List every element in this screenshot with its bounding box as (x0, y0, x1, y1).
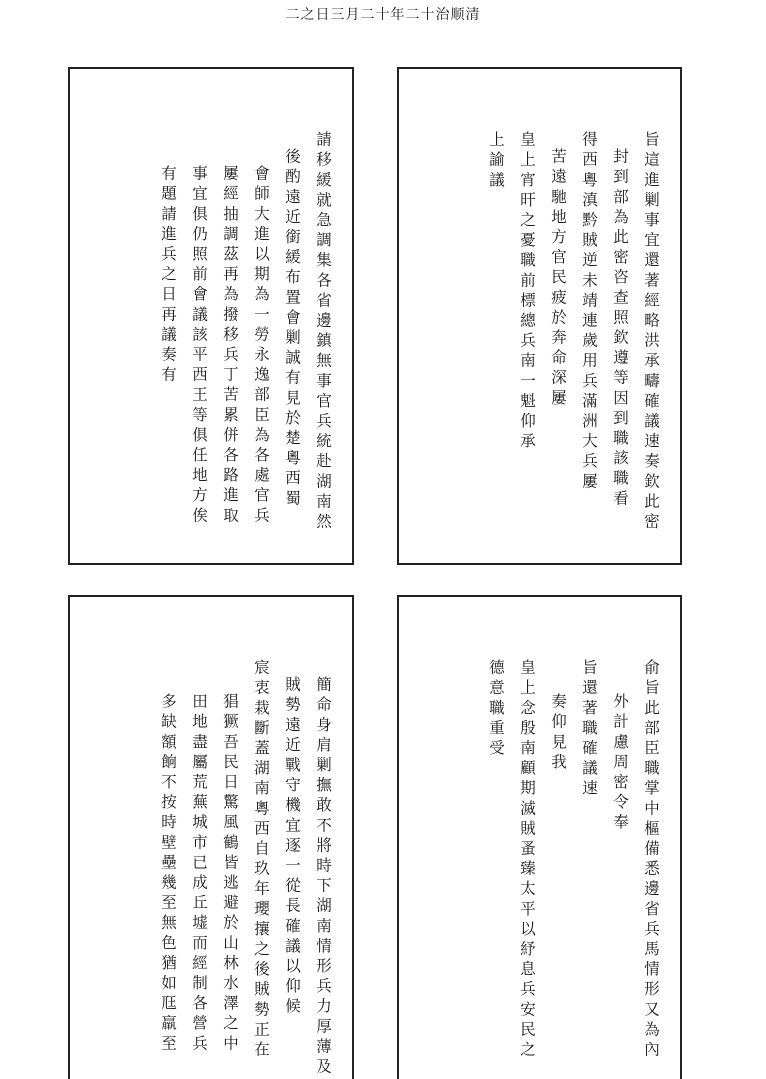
text-column: 奏仰見我 (549, 693, 567, 774)
document-panel-top-left (68, 67, 354, 565)
text-column: 猖獗吾民日驚風鶴皆逃避於山林水澤之中 (221, 693, 239, 1055)
text-column: 旨這進剿事宜還著經略洪承疇確議速奏欽此密 (642, 131, 660, 533)
text-column: 簡命身肩剿撫敢不將時下湖南情形兵力厚薄及 (314, 676, 332, 1078)
text-columns (80, 659, 338, 1078)
text-column: 後酌遠近銜緩布置會剿誠有見於楚粵西蜀 (283, 148, 301, 510)
text-column: 得西粵滇黔賊逆未靖連歲用兵滿洲大兵屢 (580, 131, 598, 493)
document-panel-bottom-right (397, 595, 682, 1079)
page-header: 二之日三月二十年二十治顺清 (285, 7, 481, 23)
text-column: 請移緩就急調集各省邊鎮無事官兵統赴湖南然 (314, 131, 332, 533)
document-panel-bottom-left (68, 595, 354, 1079)
text-column: 旨還著職確議速 (580, 659, 598, 800)
text-column: 事宜俱仍照前會議該平西王等俱任地方俟 (190, 165, 208, 527)
text-column: 外計慮周密令奉 (611, 693, 629, 834)
text-columns (80, 131, 338, 553)
text-columns (409, 131, 666, 553)
text-column: 屢經抽調茲再為撥移兵丁苦累併各路進取 (221, 165, 239, 527)
text-column: 有題請進兵之日再議奏有 (159, 165, 177, 387)
text-column: 封到部為此密咨查照欽遵等因到職該職看 (611, 148, 629, 510)
text-column: 田地盡屬荒蕪城市已成丘墟而經制各營兵 (190, 693, 208, 1055)
document-panel-top-right (397, 67, 682, 565)
text-column: 德意職重受 (487, 659, 505, 760)
text-column: 多缺額餉不按時壁壘幾至無色猶如尫羸至 (159, 693, 177, 1055)
text-column: 俞旨此部臣職掌中樞備悉邊省兵馬情形又為內 (642, 659, 660, 1061)
text-column: 上諭議 (487, 131, 505, 192)
text-column: 賊勢遠近戰守機宜逐一從長確議以仰候 (283, 676, 301, 1018)
text-column: 苦遠馳地方官民疲於奔命深屢 (549, 148, 567, 410)
text-column: 會師大進以期為一勞永逸部臣為各處官兵 (252, 165, 270, 527)
text-column: 皇上念殷南顧期滅賊蚤臻太平以紓息兵安民之 (518, 659, 536, 1061)
text-columns (409, 659, 666, 1069)
text-column: 宸衷栽斷蓋湖南粵西自玖年瓔攘之後賊勢正在 (252, 659, 270, 1061)
text-column: 皇上宵旰之憂職前標總兵南一魁仰承 (518, 131, 536, 453)
